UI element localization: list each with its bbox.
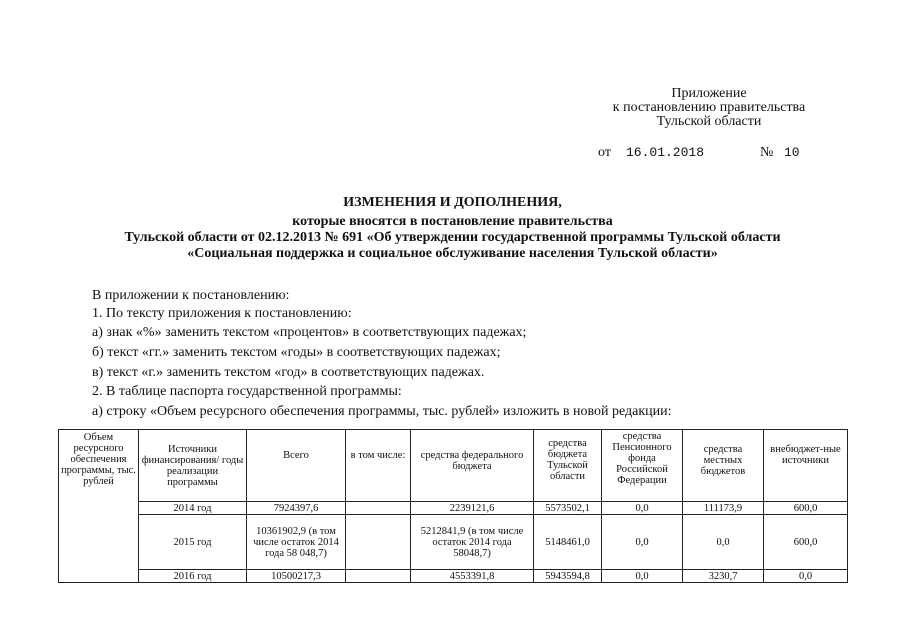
number-prefix: №: [760, 145, 774, 160]
title-line-1: ИЗМЕНЕНИЯ И ДОПОЛНЕНИЯ,: [343, 195, 562, 210]
cell-local: 3230,7: [683, 570, 764, 583]
body-para-2: 1. По тексту приложения к постановлению:: [92, 306, 352, 321]
date-value: 16.01.2018: [626, 145, 705, 160]
cell-including: [346, 502, 411, 515]
annex-line-3: Тульской области: [656, 114, 762, 129]
document-title: [20, 195, 885, 262]
cell-regional: 5573502,1: [534, 502, 602, 515]
annex-line-1: Приложение: [671, 86, 747, 101]
body-para-4: б) текст «гг.» заменить текстом «годы» в соответствующих падежах;: [92, 345, 501, 360]
date-prefix: от: [598, 145, 611, 160]
cell-pension: 0,0: [602, 570, 683, 583]
cell-year: 2016 год: [139, 570, 247, 583]
cell-including: [346, 570, 411, 583]
body-para-3: а) знак «%» заменить текстом «процентов» в соответствующих падежах;: [92, 325, 527, 340]
cell-total: 10361902,9 (в том числе остаток 2014 года 58 048,7): [247, 515, 346, 570]
annex-block: [598, 87, 820, 129]
annex-date-row: [598, 145, 808, 163]
cell-local: 0,0: [683, 515, 764, 570]
body-para-7: а) строку «Объем ресурсного обеспечения программы, тыс. рублей» изложить в новой редакции:: [92, 404, 672, 419]
cell-federal: 2239121,6: [411, 502, 534, 515]
table-row: [59, 515, 848, 570]
cell-offbudget: 600,0: [764, 502, 848, 515]
row-label-cell: Объем ресурсного обеспечения программы, тыс. рублей: [59, 430, 139, 583]
header-regional: средства бюджета Тульской области: [534, 430, 602, 502]
cell-offbudget: 0,0: [764, 570, 848, 583]
header-sources: Источники финансирования/ годы реализации программы: [139, 430, 247, 502]
cell-total: 10500217,3: [247, 570, 346, 583]
cell-including: [346, 515, 411, 570]
cell-offbudget: 600,0: [764, 515, 848, 570]
header-total: Всего: [247, 430, 346, 502]
table-row: [59, 570, 848, 583]
title-line-4: «Социальная поддержка и социальное обслуживание населения Тульской области»: [187, 246, 718, 261]
cell-pension: 0,0: [602, 515, 683, 570]
body-para-6: 2. В таблице паспорта государственной программы:: [92, 384, 402, 399]
header-local: средства местных бюджетов: [683, 430, 764, 502]
table-row: [59, 502, 848, 515]
header-including: в том числе:: [346, 430, 411, 502]
cell-regional: 5943594,8: [534, 570, 602, 583]
body-para-1: В приложении к постановлению:: [92, 288, 290, 303]
cell-total: 7924397,6: [247, 502, 346, 515]
cell-year: 2015 год: [139, 515, 247, 570]
title-line-2: которые вносятся в постановление правительства: [292, 214, 613, 229]
cell-local: 111173,9: [683, 502, 764, 515]
table-header-row: [59, 430, 848, 502]
resource-table: [58, 429, 848, 583]
body-para-5: в) текст «г.» заменить текстом «год» в соответствующих падежах.: [92, 365, 485, 380]
title-line-3: Тульской области от 02.12.2013 № 691 «Об утверждении государственной программы Тульской области: [124, 230, 781, 245]
header-offbudget: внебюджет-ные источники: [764, 430, 848, 502]
header-federal: средства федерального бюджета: [411, 430, 534, 502]
header-pension: средства Пенсионного фонда Российской Федерации: [602, 430, 683, 502]
cell-federal: 5212841,9 (в том числе остаток 2014 года 58048,7): [411, 515, 534, 570]
cell-year: 2014 год: [139, 502, 247, 515]
cell-pension: 0,0: [602, 502, 683, 515]
cell-regional: 5148461,0: [534, 515, 602, 570]
annex-line-2: к постановлению правительства: [612, 100, 806, 115]
number-value: 10: [784, 145, 800, 160]
cell-federal: 4553391,8: [411, 570, 534, 583]
